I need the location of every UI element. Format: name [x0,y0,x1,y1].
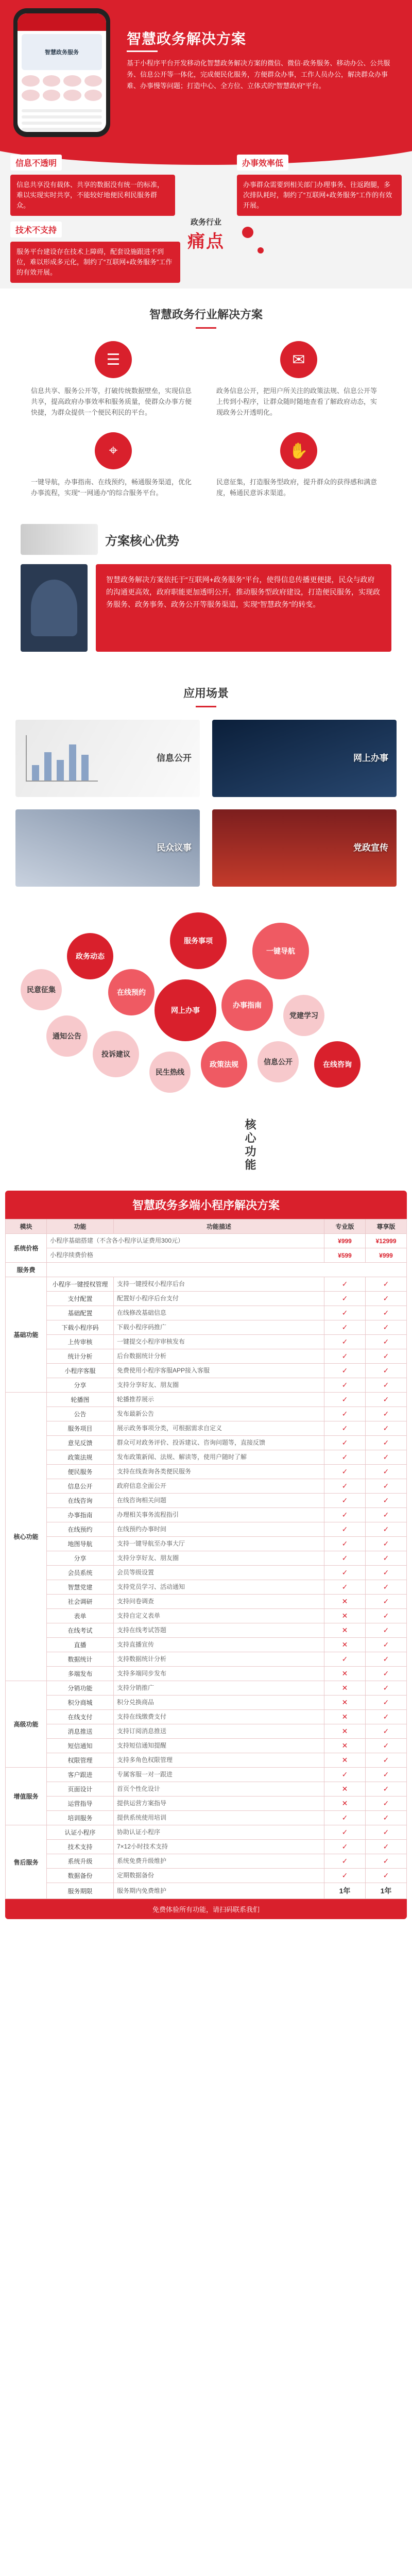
scene-card-online[interactable]: 网上办事 [212,720,397,797]
core-bubble: 党建学习 [283,995,324,1036]
cross-icon: ✕ [324,1739,366,1753]
hero-title: 智慧政务解决方案 [127,31,247,47]
cross-icon: ✕ [324,1710,366,1724]
check-icon: ✓ [366,1551,407,1566]
check-icon: ✓ [324,1768,366,1782]
table-row [6,1811,407,1825]
check-icon: ✓ [324,1869,366,1883]
check-icon: ✓ [366,1378,407,1393]
pain-center-label: 政务行业 痛点 [187,218,225,251]
table-function: 服务项目 [47,1421,114,1436]
check-icon: ✓ [324,1494,366,1508]
table-function: 下载小程序码 [47,1320,114,1335]
table-row [6,1623,407,1638]
table-function: 积分商城 [47,1696,114,1710]
table-row [6,1638,407,1652]
table-row [6,1566,407,1580]
table-description: 下载小程序码推广 [114,1320,324,1335]
table-function: 在线考试 [47,1623,114,1638]
table-function: 分享 [47,1378,114,1393]
table-function: 消息推送 [47,1724,114,1739]
table-row [6,1681,407,1696]
check-icon: ✓ [366,1811,407,1825]
scenes-section [0,667,412,902]
table-function: 认证小程序 [47,1825,114,1840]
table-function: 表单 [47,1609,114,1623]
table-row [6,1609,407,1623]
check-icon: ✓ [324,1522,366,1537]
table-row [6,1768,407,1782]
table-row [6,1494,407,1508]
table-function: 直播 [47,1638,114,1652]
table-function: 权限管理 [47,1753,114,1768]
table-description: 7×12小时技术支持 [114,1840,324,1854]
check-icon: ✓ [366,1840,407,1854]
cross-icon: ✕ [324,1681,366,1696]
table-description: 定期数据备份 [114,1869,324,1883]
table-function: 系统升级 [47,1854,114,1869]
table-description: 系统免费升级维护 [114,1854,324,1869]
table-function: 智慧党建 [47,1580,114,1595]
table-description: 在线咨询相关问题 [114,1494,324,1508]
core-bubble: 通知公告 [46,1015,88,1057]
table-description: 积分兑换商品 [114,1696,324,1710]
check-icon: ✓ [366,1566,407,1580]
table-row [6,1782,407,1797]
table-row [6,1551,407,1566]
table-description: 提供运营方案指导 [114,1797,324,1811]
pain-body: 办事群众需要到相关部门办理事务、往返跑腿，多次排队耗时，制约了“互联网+政务服务”工作的有效开展。 [237,175,402,216]
check-icon: ✓ [324,1335,366,1349]
check-icon: ✓ [366,1609,407,1623]
table-row [6,1378,407,1393]
check-icon: ✓ [366,1595,407,1609]
table-description: 首页个性化设计 [114,1782,324,1797]
table-description: 协助认证小程序 [114,1825,324,1840]
check-icon: ✓ [324,1436,366,1450]
core-bubble: 服务事项 [170,912,227,969]
table-description: 办理相关事务流程指引 [114,1508,324,1522]
table-description: 在线预约办事时间 [114,1522,324,1537]
cross-icon: ✕ [324,1753,366,1768]
table-description: 提供系统使用培训 [114,1811,324,1825]
check-icon: ✓ [324,1580,366,1595]
check-icon: ✓ [324,1421,366,1436]
table-function: 公告 [47,1407,114,1421]
core-bubble: 在线咨询 [314,1041,360,1088]
table-row [6,1407,407,1421]
table-row: 小程序续费价格 ¥599 ¥999 [6,1248,407,1263]
table-row [6,1696,407,1710]
check-icon: ✓ [366,1753,407,1768]
pain-tag: 技术不支持 [10,222,62,238]
table-row [6,1667,407,1681]
check-icon: ✓ [366,1393,407,1407]
table-function: 数据备份 [47,1869,114,1883]
check-icon: ✓ [366,1638,407,1652]
table-description: 支持多端同步发布 [114,1667,324,1681]
table-description: 支持一键授权小程序后台 [114,1277,324,1292]
table-row [6,1364,407,1378]
table-description: 在线修改基础信息 [114,1306,324,1320]
check-icon: ✓ [324,1825,366,1840]
core-bubble: 政务动态 [67,933,113,979]
table-description: 支持在线查询各类便民服务 [114,1465,324,1479]
table-category: 基础功能 [6,1277,47,1393]
check-icon: ✓ [324,1566,366,1580]
table-description: 展示政务事项分类，可根据需求自定义 [114,1421,324,1436]
table-function: 支付配置 [47,1292,114,1306]
check-icon: ✓ [324,1537,366,1551]
table-description: 免费使用小程序客服APP接入客服 [114,1364,324,1378]
check-icon: ✓ [366,1623,407,1638]
check-icon: ✓ [366,1667,407,1681]
table-function: 基础配置 [47,1306,114,1320]
table-description: 支持问卷调查 [114,1595,324,1609]
table-function: 培训服务 [47,1811,114,1825]
table-row [6,1335,407,1349]
check-icon: ✓ [366,1407,407,1421]
check-icon: ✓ [366,1364,407,1378]
hero-section [0,0,412,289]
table-function: 便民服务 [47,1465,114,1479]
table-function: 上传审核 [47,1335,114,1349]
pain-card-efficiency [237,155,402,216]
table-description: 支持订阅消息推送 [114,1724,324,1739]
table-description: 配置好小程序后台支付 [114,1292,324,1306]
phone-banner: 智慧政务服务 [22,34,102,70]
table-function: 小程序客服 [47,1364,114,1378]
core-bubble: 信息公开 [258,1041,299,1082]
check-icon: ✓ [324,1450,366,1465]
check-icon: ✓ [324,1465,366,1479]
table-row [6,1537,407,1551]
table-function: 轮播图 [47,1393,114,1407]
table-row [6,1349,407,1364]
industry-item: ⌖ 一键导航，办事指南、在线预约，畅通服务渠道，优化办事流程，实现“一网通办”的综合服务平台。 [31,432,196,498]
pricing-footer: 免费体验所有功能，请扫码联系我们 [5,1899,407,1919]
table-description: 轮播推荐展示 [114,1393,324,1407]
table-row [6,1883,407,1899]
table-row [6,1393,407,1407]
table-row [6,1306,407,1320]
core-bubble: 办事指南 [221,979,273,1031]
core-title: 核心功能 [244,1118,256,1172]
table-description: 群众可对政务评价、投诉建议、咨询问题等，直接反馈 [114,1436,324,1450]
table-row [6,1739,407,1753]
industry-grid [0,341,412,514]
cross-icon: ✕ [324,1595,366,1609]
check-icon: ✓ [366,1292,407,1306]
table-row [6,1869,407,1883]
cross-icon: ✕ [324,1609,366,1623]
table-function: 页面设计 [47,1782,114,1797]
core-section [0,902,412,1191]
check-icon: ✓ [366,1869,407,1883]
table-row [6,1753,407,1768]
pin-icon: ⌖ [95,432,132,469]
table-row [6,1465,407,1479]
table-description: 支持直播宣传 [114,1638,324,1652]
table-description: 支持短信通知提醒 [114,1739,324,1753]
cross-icon: ✕ [324,1797,366,1811]
table-value: 1年 [324,1883,366,1899]
pain-tag: 办事效率低 [237,155,288,171]
check-icon: ✓ [324,1811,366,1825]
advantage-header-image [21,524,98,555]
pricing-title: 智慧政务多端小程序解决方案 [5,1191,407,1219]
table-function: 信息公开 [47,1479,114,1494]
hand-icon: ✋ [280,432,317,469]
table-value: 1年 [366,1883,407,1899]
table-function: 在线咨询 [47,1494,114,1508]
table-row [6,1595,407,1609]
table-function: 统计分析 [47,1349,114,1364]
table-header-row: 模块 功能 功能描述 专业版 尊享版 [6,1219,407,1234]
table-row [6,1277,407,1292]
check-icon: ✓ [366,1782,407,1797]
check-icon: ✓ [324,1551,366,1566]
table-function: 短信通知 [47,1739,114,1753]
chat-icon: ✉ [280,341,317,378]
table-description: 一键提交小程序审核发布 [114,1335,324,1349]
table-row [6,1825,407,1840]
cross-icon: ✕ [324,1782,366,1797]
table-row [6,1292,407,1306]
check-icon: ✓ [366,1479,407,1494]
table-category: 增值服务 [6,1768,47,1825]
table-function: 地图导航 [47,1537,114,1551]
check-icon: ✓ [366,1277,407,1292]
table-function: 政策法规 [47,1450,114,1465]
check-icon: ✓ [366,1436,407,1450]
cross-icon: ✕ [324,1638,366,1652]
pain-body: 信息共享没有载体、共享的数据没有统一的标准，难以实现实时共享，不能较好地便民利民服务群众。 [10,175,175,216]
check-icon: ✓ [366,1739,407,1753]
check-icon: ✓ [324,1407,366,1421]
check-icon: ✓ [366,1508,407,1522]
table-description: 服务期内免费维护 [114,1883,324,1899]
table-row: 服务费 [6,1263,407,1277]
check-icon: ✓ [366,1696,407,1710]
table-function: 服务期限 [47,1883,114,1899]
check-icon: ✓ [366,1465,407,1479]
table-category: 核心功能 [6,1393,47,1681]
scenes-title: 应用场景 [0,667,412,720]
table-function: 办事指南 [47,1508,114,1522]
check-icon: ✓ [366,1580,407,1595]
industry-item: ✋ 民意征集，打造服务型政府，提升群众的获得感和满意度，畅通民意诉求渠道。 [216,432,381,498]
scene-card-party[interactable]: 党政宣传 [212,809,397,887]
table-row [6,1320,407,1335]
table-function: 社会调研 [47,1595,114,1609]
cross-icon: ✕ [324,1724,366,1739]
table-row [6,1580,407,1595]
core-bubble: 民意征集 [21,969,62,1010]
pricing-section [0,1191,412,1924]
check-icon: ✓ [324,1378,366,1393]
check-icon: ✓ [324,1277,366,1292]
table-function: 运营指导 [47,1797,114,1811]
core-bubble: 投诉建议 [93,1031,139,1077]
table-function: 技术支持 [47,1840,114,1854]
check-icon: ✓ [324,1349,366,1364]
table-description: 专属客服一对一跟进 [114,1768,324,1782]
check-icon: ✓ [366,1306,407,1320]
table-function: 在线预约 [47,1522,114,1537]
pain-body: 服务平台建设存在技术上障碍，配套设施跟进不到位，难以形成多元化，制约了“互联网+政务服务”工作的有效开展。 [10,242,180,283]
scene-card-public[interactable]: 民众议事 [15,809,200,887]
phone-mockup [13,8,110,137]
table-function: 意见反馈 [47,1436,114,1450]
check-icon: ✓ [366,1724,407,1739]
table-description: 支持分享好友、朋友圈 [114,1551,324,1566]
table-description: 政府信息全面公开 [114,1479,324,1494]
table-description: 支持分销推广 [114,1681,324,1696]
check-icon: ✓ [366,1768,407,1782]
table-row [6,1797,407,1811]
check-icon: ✓ [324,1854,366,1869]
core-bubble: 在线预约 [108,969,154,1015]
check-icon: ✓ [324,1292,366,1306]
check-icon: ✓ [324,1840,366,1854]
table-function: 分享 [47,1551,114,1566]
table-row [6,1854,407,1869]
table-row [6,1840,407,1854]
table-function: 多端发布 [47,1667,114,1681]
check-icon: ✓ [324,1306,366,1320]
advantage-text: 智慧政务解决方案依托于“互联网+政务服务”平台，使得信息传播更便捷，民众与政府的沟通更高效，政府职能更加透明公开，推动服务型政府建设，打造便民服务，实现政务服务、政务事务、政务公开等服务渠道，实现“智慧政务”的转变。 [96,564,391,652]
table-description: 支持党员学习、活动通知 [114,1580,324,1595]
table-function: 分销功能 [47,1681,114,1696]
table-function: 小程序一键授权管理 [47,1277,114,1292]
table-row [6,1479,407,1494]
core-bubble: 一键导航 [252,923,309,979]
table-function: 在线支付 [47,1710,114,1724]
scene-card-info[interactable]: 信息公开 [15,720,200,797]
table-row [6,1724,407,1739]
check-icon: ✓ [366,1450,407,1465]
check-icon: ✓ [366,1537,407,1551]
hero-description: 基于小程序平台开发移动化智慧政务解决方案的微信、微信·政务服务、移动办公、公共服务、信息公开等一体化，完成便民化服务，方便群众办事，工作人员办公，解决群众办事难、办事慢等问题；打造中心、全方位、立体式的“智慧政府”平台。 [127,59,390,90]
table-row [6,1436,407,1450]
check-icon: ✓ [366,1710,407,1724]
table-row [6,1652,407,1667]
industry-title: 智慧政务行业解决方案 [0,289,412,341]
check-icon: ✓ [366,1854,407,1869]
table-function: 数据统计 [47,1652,114,1667]
cross-icon: ✕ [324,1667,366,1681]
industry-item: ☰ 信息共享、服务公开等，打破传统数据壁垒，实现信息共享，提高政府办事效率和服务质量，使群众办事方便快捷，为群众提供一个便民利民的平台。 [31,341,196,418]
table-category: 高级功能 [6,1681,47,1768]
table-description: 会员等级设置 [114,1566,324,1580]
table-row: 系统价格 小程序基础搭建（不含各小程序认证费用300元） ¥999 ¥12999 [6,1234,407,1248]
check-icon: ✓ [366,1349,407,1364]
core-bubble: 政策法规 [201,1041,247,1088]
check-icon: ✓ [324,1393,366,1407]
pain-tag: 信息不透明 [10,155,62,171]
advantage-photo [21,564,88,652]
table-description: 后台数据统计分析 [114,1349,324,1364]
industry-section [0,289,412,514]
table-row [6,1522,407,1537]
table-row [6,1710,407,1724]
pricing-table [5,1219,407,1899]
check-icon: ✓ [324,1652,366,1667]
table-row [6,1421,407,1436]
table-description: 发布最新公告 [114,1407,324,1421]
check-icon: ✓ [366,1825,407,1840]
table-function: 会员系统 [47,1566,114,1580]
table-description: 支持多角色权限管理 [114,1753,324,1768]
check-icon: ✓ [366,1335,407,1349]
core-bubble: 民生热线 [149,1052,191,1093]
check-icon: ✓ [366,1320,407,1335]
table-description: 支持分享好友、朋友圈 [114,1378,324,1393]
cross-icon: ✕ [324,1623,366,1638]
check-icon: ✓ [366,1797,407,1811]
check-icon: ✓ [366,1421,407,1436]
table-description: 支持自定义表单 [114,1609,324,1623]
check-icon: ✓ [324,1479,366,1494]
table-body [6,1234,407,1899]
table-row [6,1450,407,1465]
table-category: 售后服务 [6,1825,47,1899]
pain-card-tech [10,222,180,283]
table-description: 支持数据统计分析 [114,1652,324,1667]
check-icon: ✓ [324,1508,366,1522]
check-icon: ✓ [324,1320,366,1335]
document-icon: ☰ [95,341,132,378]
table-description: 发布政策新闻、法规、解读等，使用户随时了解 [114,1450,324,1465]
table-description: 支持一键导航至办事大厅 [114,1537,324,1551]
table-description: 支持在线缴费支付 [114,1710,324,1724]
table-description: 支持在线考试答题 [114,1623,324,1638]
advantage-section [0,514,412,667]
industry-item: ✉ 政务信息公开，把用户所关注的政策法规、信息公开等上传到小程序，让群众随时随地查看了解政府动态，实现政务公开透明化。 [216,341,381,418]
cross-icon: ✕ [324,1696,366,1710]
table-row [6,1508,407,1522]
advantage-title: 方案核心优势 [105,534,179,548]
pain-card-info [10,155,175,216]
check-icon: ✓ [366,1681,407,1696]
core-bubble: 网上办事 [154,979,216,1041]
check-icon: ✓ [366,1652,407,1667]
table-function: 客户跟进 [47,1768,114,1782]
check-icon: ✓ [324,1364,366,1378]
check-icon: ✓ [366,1522,407,1537]
check-icon: ✓ [366,1494,407,1508]
